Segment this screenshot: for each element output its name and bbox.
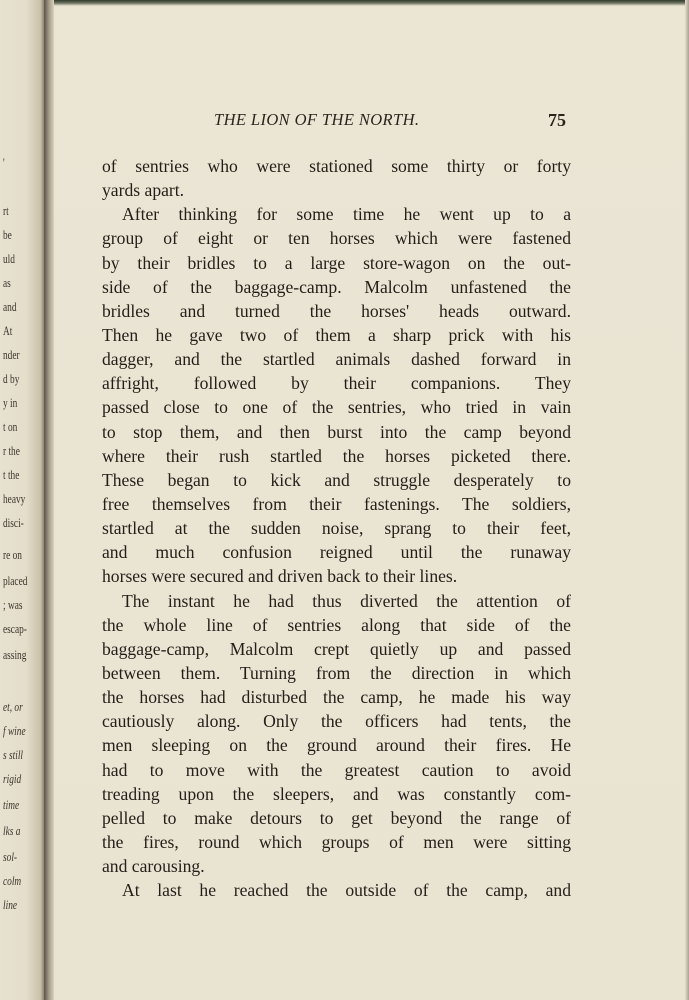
previous-page-fragment: escap-: [3, 621, 27, 636]
previous-page-fragment: rigid: [3, 771, 22, 786]
previous-page-fragment: heavy: [3, 491, 26, 506]
text-line: of sentries who were stationed some thirty or forty: [102, 156, 571, 176]
text-line: the fires, round which groups of men were sitting: [102, 831, 571, 852]
previous-page-fragment: f wine: [3, 723, 26, 738]
previous-page-fragment: assing: [3, 647, 27, 662]
previous-page-fragment: ; was: [3, 597, 23, 612]
previous-page-fragment: line: [3, 897, 18, 912]
previous-page-fragment: s still: [3, 747, 24, 762]
previous-page-fragment: time: [3, 797, 20, 812]
paragraph: [102, 154, 571, 202]
text-line: and much confusion reigned until the runaway: [102, 542, 571, 563]
previous-page-fragment: y in: [3, 395, 18, 410]
previous-page-fragment: be: [3, 227, 12, 242]
text-line: by their bridles to a large store-wagon on the out-: [102, 252, 571, 273]
previous-page-fragment: uld: [3, 251, 15, 266]
text-line: At last he reached the outside of the camp, and: [122, 880, 571, 901]
text-line: startled at the sudden noise, sprang to their feet,: [102, 518, 571, 539]
text-line: treading upon the sleepers, and was constantly com-: [102, 783, 571, 804]
text-line: where their rush startled the horses picketed there.: [102, 445, 571, 466]
paragraph: [102, 878, 571, 902]
previous-page-edge: [0, 0, 44, 1000]
text-line: These began to kick and struggle desperately to: [102, 469, 571, 490]
paragraph: [102, 202, 571, 588]
previous-page-fragment: r the: [3, 443, 20, 458]
text-line: free themselves from their fastenings. The soldiers,: [102, 493, 571, 514]
text-line: horses were secured and driven back to their lines.: [102, 566, 458, 587]
previous-page-fragment: et, or: [3, 699, 23, 714]
previous-page-fragment: colm: [3, 873, 22, 888]
previous-page-fragment: rt: [3, 203, 9, 218]
text-line: the horses had disturbed the camp, he made his way: [102, 687, 571, 708]
paragraph: [102, 589, 571, 879]
text-line: yards apart.: [102, 180, 185, 201]
text-line: The instant he had thus diverted the attention of: [122, 590, 571, 611]
previous-page-fragment: lks a: [3, 823, 21, 838]
previous-page-fragment: as: [3, 275, 11, 290]
page-right-edge: [685, 0, 689, 1000]
text-line: group of eight or ten horses which were fastened: [102, 228, 571, 249]
text-line: side of the baggage-camp. Malcolm unfastened the: [102, 276, 571, 297]
previous-page-fragment: At: [3, 323, 13, 338]
text-line: the whole line of sentries along that side of the: [102, 614, 571, 635]
previous-page-fragment: nder: [3, 347, 20, 362]
previous-page-fragment: disci-: [3, 515, 24, 530]
text-line: Then he gave two of them a sharp prick with his: [102, 324, 571, 345]
previous-page-fragment: sol-: [3, 849, 18, 864]
previous-page-fragment: t on: [3, 419, 18, 434]
text-line: passed close to one of the sentries, who tried in vain: [102, 397, 571, 418]
text-line: affright, followed by their companions. They: [102, 373, 571, 394]
text-line: men sleeping on the ground around their fires. He: [102, 735, 571, 756]
text-line: had to move with the greatest caution to avoid: [102, 759, 571, 780]
page-number: 75: [548, 110, 566, 130]
text-line: bridles and turned the horses' heads outward.: [102, 300, 571, 321]
text-line: between them. Turning from the direction in which: [102, 662, 571, 683]
text-line: After thinking for some time he went up to a: [122, 204, 571, 225]
previous-page-fragment: placed: [3, 573, 28, 588]
text-line: pelled to make detours to get beyond the range of: [102, 807, 571, 828]
body-text: [102, 154, 571, 902]
previous-page-mark: ': [3, 155, 5, 170]
previous-page-fragment: and: [3, 299, 17, 314]
previous-page-fragment: t the: [3, 467, 20, 482]
text-line: dagger, and the startled animals dashed forward in: [102, 349, 571, 370]
text-line: to stop them, and then burst into the camp beyond: [102, 421, 571, 442]
book-gutter: [44, 0, 54, 1000]
text-line: and carousing.: [102, 856, 205, 877]
previous-page-fragment: d by: [3, 371, 20, 386]
text-line: cautiously along. Only the officers had tents, the: [102, 711, 571, 732]
running-head: THE LION OF THE NORTH.: [214, 110, 420, 129]
previous-page-fragment: re on: [3, 547, 22, 562]
text-line: baggage-camp, Malcolm crept quietly up and passed: [102, 638, 571, 659]
page-top-edge: [54, 0, 689, 6]
